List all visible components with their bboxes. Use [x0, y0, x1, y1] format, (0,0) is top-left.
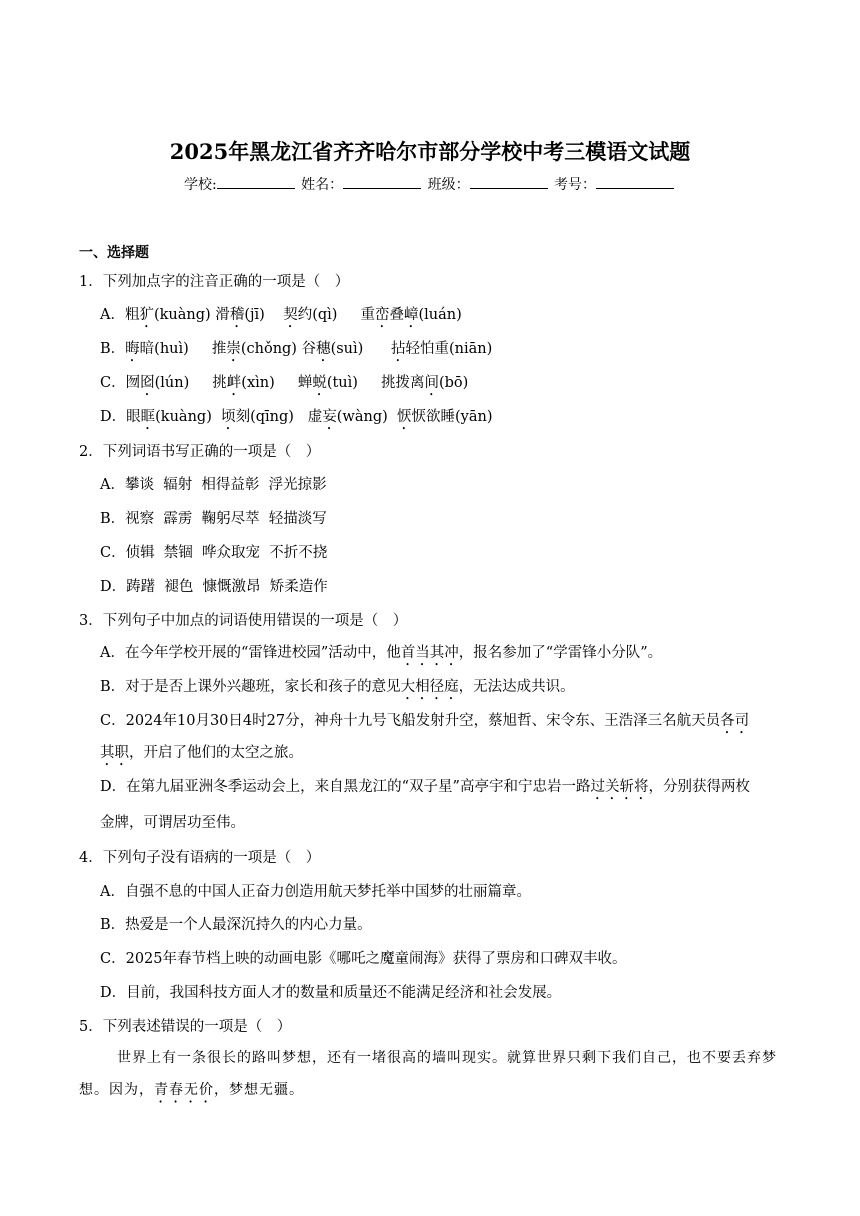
question-2-option-c[interactable]: C．侦辑 禁锢 哗众取宠 不折不挠 — [100, 545, 328, 561]
text: ，无法达成共识。 — [458, 679, 575, 695]
text: A．粗 — [100, 307, 140, 323]
dotted-phrase: 过关斩将 — [590, 779, 649, 795]
dotted-char: 恹 — [396, 409, 412, 425]
question-4-option-d[interactable]: D．目前，我国科技方面人才的数量和质量还不能满足经济和社会发展。 — [100, 985, 562, 1001]
text: (tuì) 挑拨离 — [326, 375, 425, 391]
text: (chǒng) 谷 — [240, 341, 317, 357]
dotted-char: 衅 — [226, 375, 242, 391]
question-3-option-d-continued: 金牌，可谓居功至伟。 — [100, 815, 245, 831]
text: A．在今年学校开展的“雷锋进校园”活动中，他 — [100, 645, 401, 661]
question-1-stem: 1．下列加点字的注音正确的一项是（ ） — [79, 274, 350, 290]
text: (wàng) — [336, 409, 397, 425]
dotted-char: 囵 — [140, 375, 155, 391]
passage-line-2 — [79, 1079, 304, 1106]
dotted-char: 契 — [283, 307, 298, 323]
text: (jī) — [244, 307, 284, 323]
school-label: 学校: — [183, 177, 217, 193]
text: C．2024年10月30日4时27分，神舟十九号飞船发射升空，蔡旭哲、宋令东、王浩泽三名航天员 — [100, 713, 721, 729]
dotted-phrase: 首当其冲 — [400, 645, 459, 661]
text: (kuàng) — [155, 409, 222, 425]
question-1-option-b[interactable] — [100, 337, 492, 365]
class-blank[interactable] — [470, 174, 548, 189]
question-2-option-a[interactable]: A．攀谈 辐射 相得益彰 浮光掠影 — [100, 477, 327, 493]
dotted-char: 嶂 — [403, 307, 419, 323]
dotted-char: 崇 — [226, 341, 241, 357]
dotted-phrase: 青春无价 — [154, 1082, 214, 1098]
text: (bō) — [438, 375, 469, 391]
text: B．对于是否上课外兴趣班，家长和孩子的意见 — [100, 679, 401, 695]
text: ，开启了他们的太空之旅。 — [129, 745, 303, 761]
name-label: 姓名： — [301, 177, 344, 193]
dotted-char: 稽 — [229, 307, 245, 323]
dotted-phrase: 其职 — [100, 745, 129, 761]
question-2-option-d[interactable]: D．踌躇 褪色 慷慨激昂 矫柔造作 — [100, 579, 328, 595]
dotted-char: 峦 — [374, 307, 390, 323]
question-3-option-a[interactable] — [100, 641, 662, 669]
dotted-char: 眶 — [140, 409, 156, 425]
text: (luán) — [418, 307, 462, 323]
text: (suì) — [330, 341, 391, 357]
number-label: 考号： — [554, 177, 597, 193]
question-4-option-c[interactable]: C．2025年春节档上映的动画电影《哪吒之魔童闹海》获得了票房和口碑双丰收。 — [100, 951, 627, 967]
passage-line-1: 世界上有一条很长的路叫梦想，还有一堵很高的墙叫现实。就算世界只剩下我们自己，也不要丢弃梦 — [117, 1050, 777, 1066]
question-4-stem: 4．下列句子没有语病的一项是（ ） — [79, 850, 321, 866]
dotted-phrase: 大相径庭 — [400, 679, 459, 695]
text: C．囫 — [100, 375, 141, 391]
text: 想。因为， — [79, 1082, 154, 1098]
question-3-option-c[interactable] — [100, 709, 749, 737]
text: 恹欲睡(yān) — [411, 409, 493, 425]
question-3-option-d[interactable] — [100, 775, 750, 803]
text: B． — [100, 341, 126, 357]
question-4-option-a[interactable]: A．自强不息的中国人正奋力创造用航天梦托举中国梦的壮丽篇章。 — [100, 884, 531, 900]
dotted-char: 犷 — [139, 307, 154, 323]
question-3-option-b[interactable] — [100, 675, 575, 703]
dotted-char: 间 — [424, 375, 439, 391]
question-5-stem: 5．下列表述错误的一项是（ ） — [79, 1019, 292, 1035]
question-1-option-c[interactable] — [100, 371, 468, 399]
section-heading: 一、选择题 — [79, 245, 149, 261]
question-4-option-b[interactable]: B．热爱是一个人最深沉持久的内心力量。 — [100, 917, 372, 933]
text: 轻怕重(niān) — [405, 341, 493, 357]
page-title: 2025年黑龙江省齐齐哈尔市部分学校中考三模语文试题 — [169, 139, 691, 164]
question-2-option-b[interactable]: B．视察 霹雳 鞠躬尽萃 轻描淡写 — [100, 511, 327, 527]
text: ，梦想无疆。 — [214, 1082, 304, 1098]
student-info-line — [0, 174, 860, 194]
text: D．眼 — [100, 409, 141, 425]
text: D．在第九届亚洲冬季运动会上，来自黑龙江的“双子星”高亭宇和宁忠岩一路 — [100, 779, 591, 795]
text: 叠 — [389, 307, 404, 323]
text: 暗(huì) 推 — [139, 341, 227, 357]
question-2-stem: 2．下列词语书写正确的一项是（ ） — [79, 444, 321, 460]
text: 刻(qīng) 虚 — [235, 409, 323, 425]
question-1-option-d[interactable] — [100, 405, 492, 433]
class-label: 班级： — [427, 177, 470, 193]
text: (xìn) 蝉 — [241, 375, 313, 391]
question-3-stem: 3．下列句子中加点的词语使用错误的一项是（ ） — [79, 613, 408, 629]
dotted-char: 穗 — [316, 341, 331, 357]
text: 约(qì) 重 — [297, 307, 375, 323]
number-blank[interactable] — [596, 174, 674, 189]
text: ，报名参加了“学雷锋小分队”。 — [458, 645, 663, 661]
dotted-char: 晦 — [125, 341, 140, 357]
question-1-option-a[interactable] — [100, 303, 462, 331]
text: (lún) 挑 — [154, 375, 227, 391]
text: ，分别获得两枚 — [648, 779, 750, 795]
name-blank[interactable] — [343, 174, 421, 189]
question-3-option-c-continued — [100, 741, 303, 769]
school-blank[interactable] — [217, 174, 295, 189]
text: (kuàng) 滑 — [153, 307, 230, 323]
dotted-char: 拈 — [390, 341, 406, 357]
dotted-char: 蜕 — [312, 375, 327, 391]
dotted-char: 妄 — [322, 409, 337, 425]
dotted-phrase: 各司 — [720, 713, 750, 729]
dotted-char: 顷 — [221, 409, 236, 425]
